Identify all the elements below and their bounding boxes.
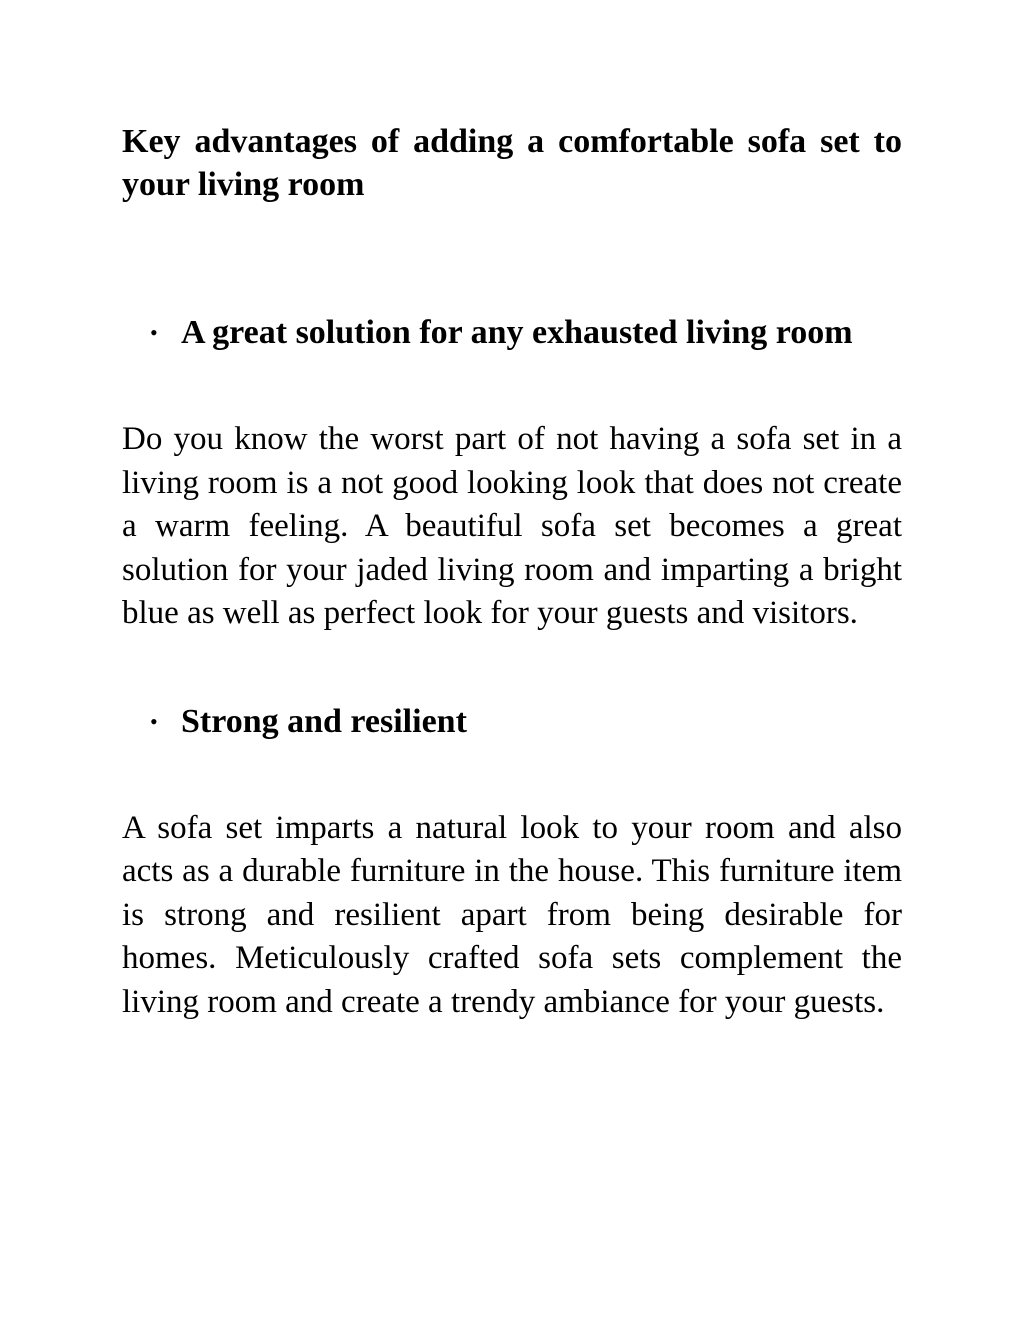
section-heading-text: A great solution for any exhausted living room <box>181 314 853 351</box>
bullet-icon: • <box>150 320 158 345</box>
section-heading-text: Strong and resilient <box>181 702 467 740</box>
section-paragraph-strong: A sofa set imparts a natural look to your room and also acts as a durable furniture in the house. This furniture item is strong and resilient apart from being desirable for homes. Meticulously crafted sofa sets complement the living room and create a trendy ambiance for your guests. <box>122 809 902 1020</box>
document-page <box>122 120 902 1024</box>
section-heading-strong <box>122 700 902 743</box>
section-heading-solution <box>122 311 902 354</box>
bullet-icon: • <box>150 708 158 734</box>
section-paragraph-solution: Do you know the worst part of not having a sofa set in a living room is a not good looking look that does not create a warm feeling. A beautiful sofa set becomes a great solution for your jaded living room and imparting a bright blue as well as perfect look for your guests and visitors. <box>122 421 902 631</box>
document-title: Key advantages of adding a comfortable sofa set to your living room <box>122 123 902 203</box>
